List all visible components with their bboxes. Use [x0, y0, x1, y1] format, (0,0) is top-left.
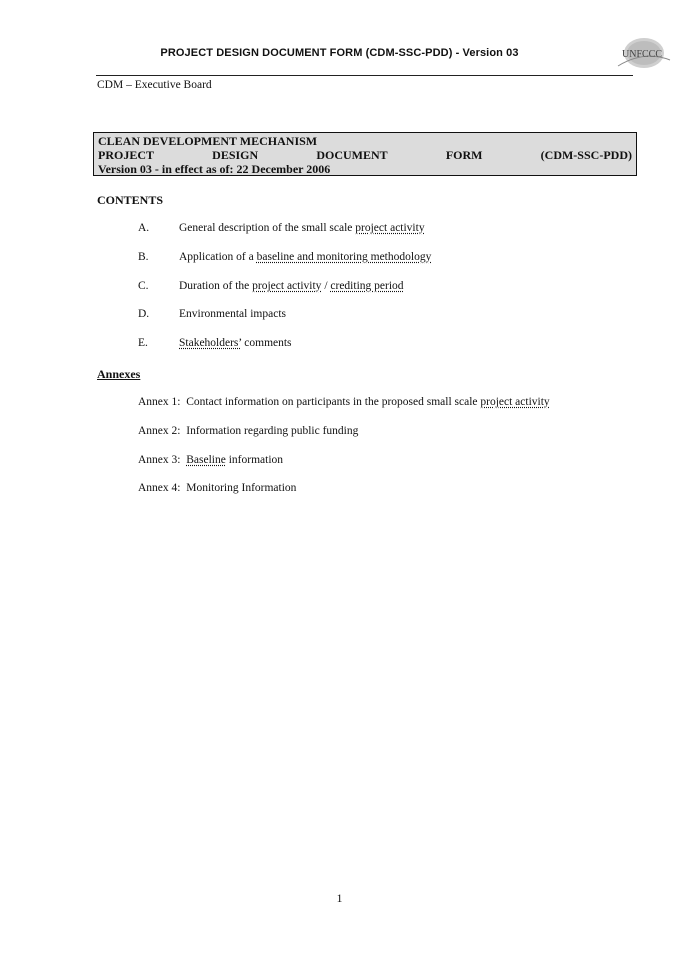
- annex-label: Annex 3:: [138, 454, 181, 466]
- contents-heading: CONTENTS: [97, 193, 164, 207]
- term-link[interactable]: Baseline: [186, 454, 226, 466]
- title-word: (CDM-SSC-PDD): [540, 148, 632, 162]
- item-letter: C.: [138, 280, 149, 292]
- title-word: FORM: [445, 148, 483, 162]
- term-link[interactable]: crediting period: [330, 280, 404, 292]
- item-letter: D.: [138, 308, 150, 320]
- item-letter: A.: [138, 222, 150, 234]
- page-number: 1: [336, 891, 343, 905]
- title-word: DESIGN: [212, 148, 259, 162]
- annex-item-2[interactable]: Annex 2: Information regarding public funding: [138, 425, 359, 437]
- item-letter: E.: [138, 337, 148, 349]
- annex-item-1[interactable]: Annex 1: Contact information on participants in the proposed small scale project activity: [138, 396, 550, 408]
- annex-label: Annex 2:: [138, 425, 181, 437]
- title-line-1: CLEAN DEVELOPMENT MECHANISM: [98, 134, 318, 148]
- title-word: DOCUMENT: [316, 148, 388, 162]
- title-line-2: [98, 148, 632, 162]
- term-link[interactable]: Stakeholders’: [179, 337, 242, 349]
- title-word: PROJECT: [98, 148, 155, 162]
- term-link[interactable]: project activity: [355, 222, 425, 234]
- header-rule: [96, 75, 633, 76]
- unfccc-logo: [592, 36, 672, 72]
- document-header-title: PROJECT DESIGN DOCUMENT FORM (CDM-SSC-PDD) - Version 03: [160, 47, 519, 59]
- term-link[interactable]: project activity: [480, 396, 550, 408]
- term-link[interactable]: project activity: [252, 280, 322, 292]
- svg-text:UNFCCC: UNFCCC: [622, 49, 663, 60]
- title-box: [93, 132, 637, 176]
- annex-label: Annex 4:: [138, 482, 181, 494]
- annex-item-3[interactable]: Annex 3: Baseline information: [138, 454, 284, 466]
- annexes-heading: Annexes: [97, 367, 141, 381]
- title-line-3: Version 03 - in effect as of: 22 December 2006: [98, 162, 331, 176]
- term-link[interactable]: baseline and monitoring methodology: [256, 251, 432, 263]
- annex-label: Annex 1:: [138, 396, 181, 408]
- annex-item-4[interactable]: Annex 4: Monitoring Information: [138, 482, 297, 494]
- executive-board-label: CDM – Executive Board: [97, 79, 212, 91]
- item-letter: B.: [138, 251, 149, 263]
